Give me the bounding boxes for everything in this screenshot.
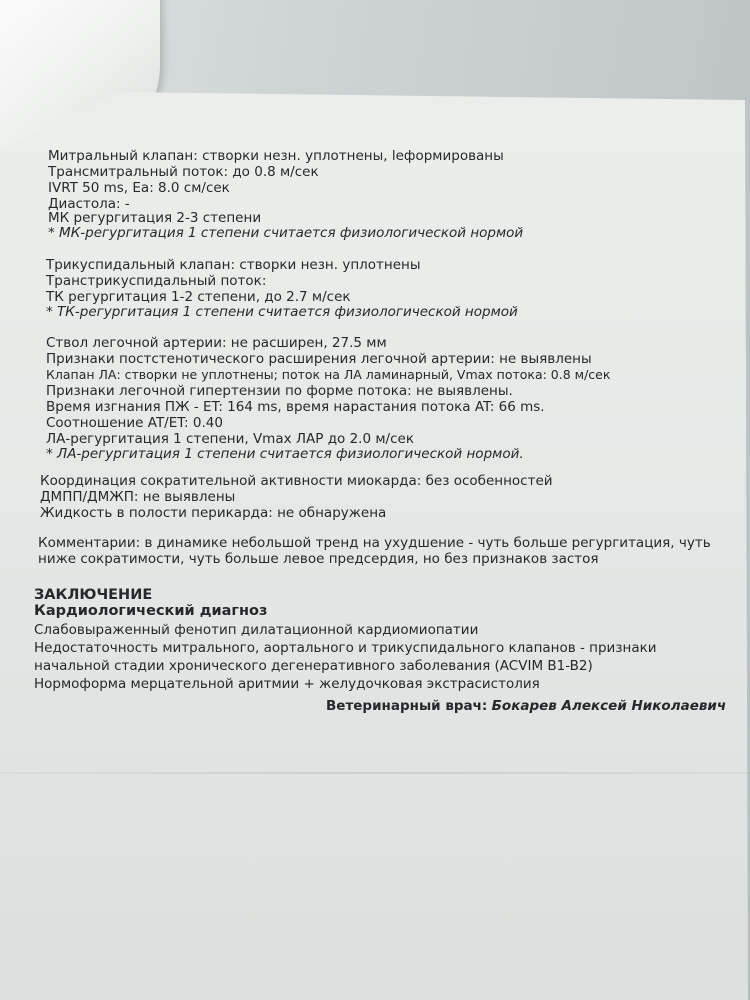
comments-line-1: Комментарии: в динамике небольшой тренд на ухудшение - чуть больше регургитация, чуть [38, 535, 711, 551]
mitral-ivrt: IVRT 50 ms, Ea: 8.0 см/сек [48, 180, 230, 196]
pulmonary-ratio: Соотношение AT/ET: 0.40 [46, 415, 223, 431]
pulmonary-note: * ЛА-регургитация 1 степени считается физиологической нормой. [46, 446, 524, 462]
signature-name: Бокарев Алексей Николаевич [491, 698, 727, 714]
pulmonary-trunk: Ствол легочной артерии: не расширен, 27.5 мм [46, 335, 387, 351]
pulmonary-regurgitation: ЛА-регургитация 1 степени, Vmax ЛАР до 2.0 м/сек [46, 431, 414, 447]
pericardial-fluid: Жидкость в полости перикарда: не обнаружена [40, 505, 387, 521]
pulmonary-ejection: Время изгнания ПЖ - ET: 164 ms, время нарастания потока AT: 66 ms. [46, 399, 545, 415]
diagnosis-line-4: Нормоформа мерцательной аритмии + желудочковая экстрасистолия [34, 676, 540, 692]
diagnosis-line-3: начальной стадии хронического дегенеративного заболевания (ACVIM B1-B2) [34, 658, 593, 674]
pulmonary-valve: Клапан ЛА: створки не уплотнены; поток на ЛА ламинарный, Vmax потока: 0.8 м/сек [46, 367, 611, 382]
tricuspid-note: * ТК-регургитация 1 степени считается физиологической нормой [46, 304, 518, 320]
pulmonary-poststenotic: Признаки постстенотического расширения легочной артерии: не выявлены [46, 351, 592, 367]
mitral-leaflets: Митральный клапан: створки незн. уплотнены, lеформированы [48, 148, 504, 164]
tricuspid-regurgitation: ТК регургитация 1-2 степени, до 2.7 м/сек [46, 289, 351, 305]
myocardial-coordination: Координация сократительной активности миокарда: без особенностей [40, 473, 553, 489]
septal-defects: ДМПП/ДМЖП: не выявлены [40, 489, 236, 505]
diagnosis-subtitle: Кардиологический диагноз [34, 603, 268, 619]
mitral-note: * МК-регургитация 1 степени считается физиологической нормой [48, 225, 524, 241]
pulmonary-hypertension: Признаки легочной гипертензии по форме потока: не выявлены. [46, 383, 513, 399]
mitral-regurgitation: МК регургитация 2-3 степени [48, 210, 262, 226]
mitral-transmitral-flow: Трансмитральный поток: до 0.8 м/сек [48, 164, 319, 180]
signature-label: Ветеринарный врач: [326, 698, 488, 714]
mitral-diastole: Диастола: - [48, 196, 130, 212]
signature [326, 698, 726, 714]
tricuspid-leaflets: Трикуспидальный клапан: створки незн. уплотнены [46, 257, 421, 273]
tricuspid-flow: Транстрикуспидальный поток: [46, 273, 267, 289]
diagnosis-line-2: Недостаточность митрального, аортального и трикуспидального клапанов - признаки [34, 640, 657, 656]
comments-line-2: ниже сократимости, чуть больше левое предсердия, но без признаков застоя [38, 551, 599, 567]
conclusion-title: ЗАКЛЮЧЕНИЕ [34, 587, 153, 603]
diagnosis-line-1: Слабовыраженный фенотип дилатационной кардиомиопатии [34, 622, 479, 638]
